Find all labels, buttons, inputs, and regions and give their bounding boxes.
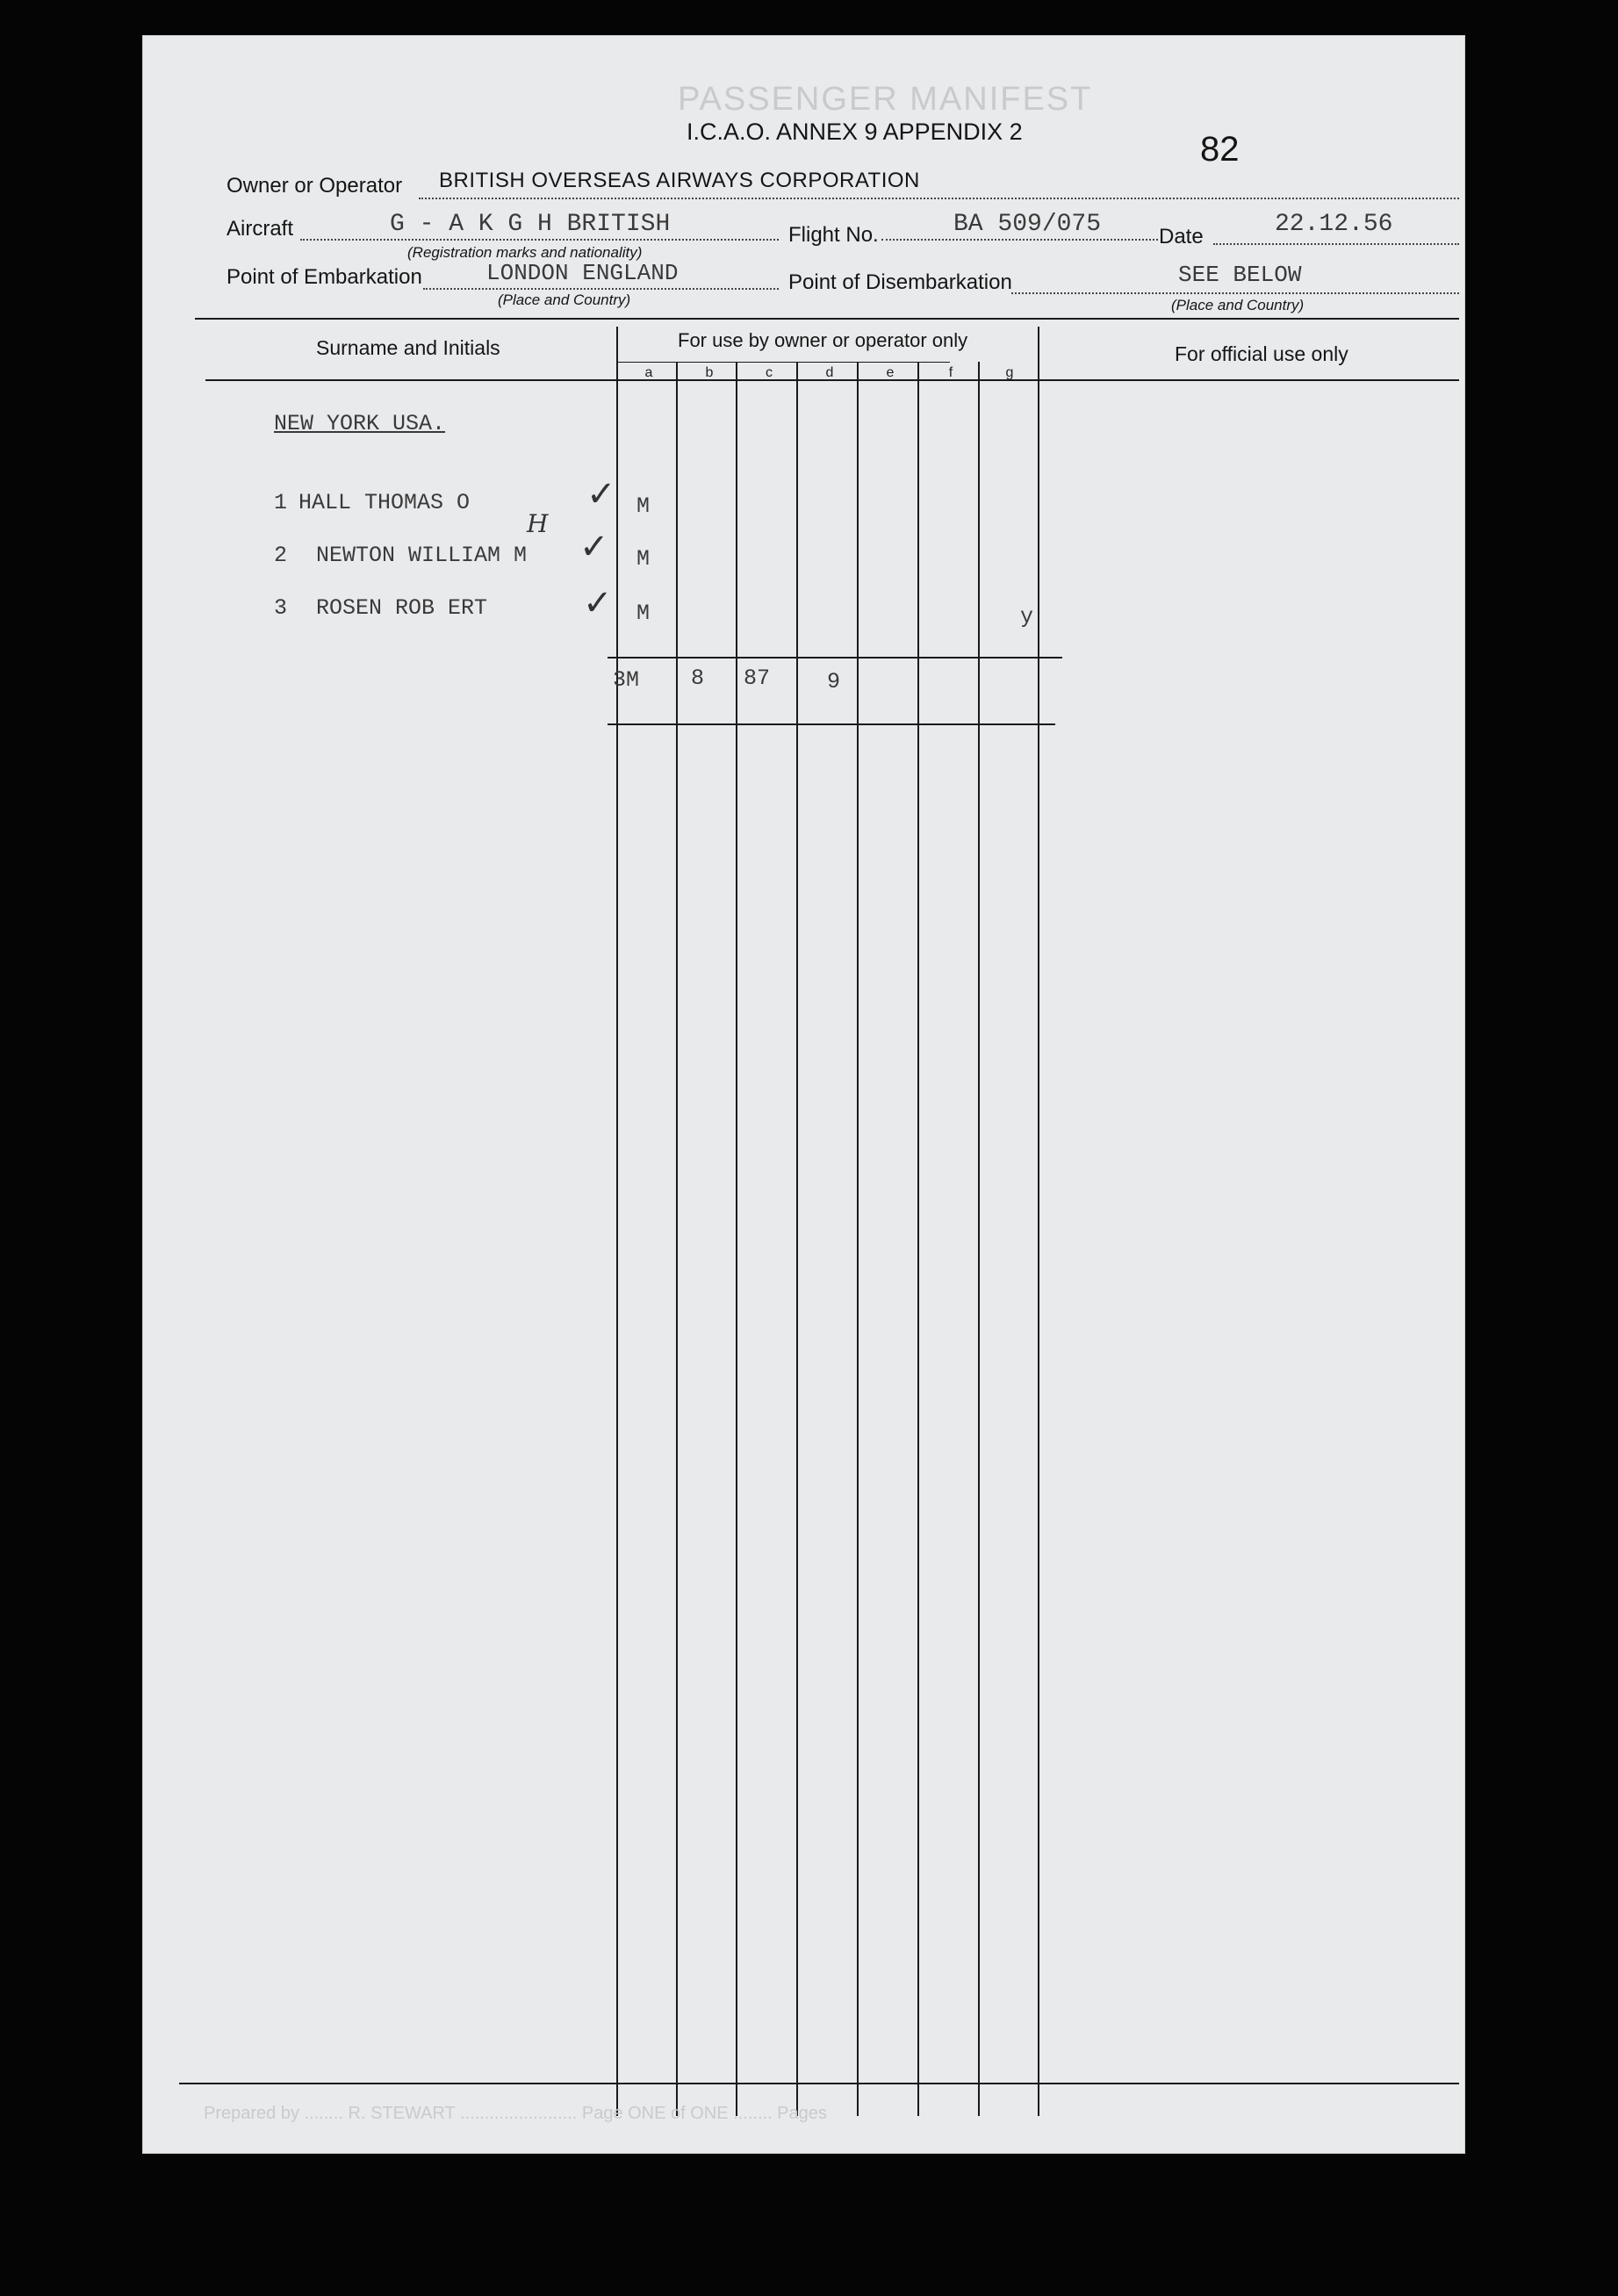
aircraft-hint: (Registration marks and nationality) bbox=[407, 244, 643, 261]
passenger-2-name: NEWTON WILLIAM M bbox=[316, 543, 528, 568]
date-dotted-line bbox=[1213, 243, 1459, 245]
col-divider-b bbox=[736, 362, 737, 2116]
disembarkation-value: SEE BELOW bbox=[1178, 262, 1302, 288]
manifest-title-faint: PASSENGER MANIFEST bbox=[678, 81, 1093, 118]
handwritten-correction: H bbox=[527, 509, 549, 538]
total-col-a: 3M bbox=[613, 667, 640, 693]
passenger-1-checkmark: ✓ bbox=[586, 474, 616, 515]
table-bottom-rule bbox=[179, 2083, 1459, 2084]
col-divider-c bbox=[796, 362, 798, 2116]
total-col-d: 9 bbox=[827, 669, 841, 695]
table-top-rule bbox=[195, 318, 1459, 320]
passenger-3-num: 3 bbox=[274, 595, 288, 621]
col-divider-surname bbox=[616, 327, 618, 2116]
passenger-3-col-g: y bbox=[1020, 604, 1034, 630]
owner-value: BRITISH OVERSEAS AIRWAYS CORPORATION bbox=[439, 169, 920, 192]
passenger-2-col-a: M bbox=[636, 546, 651, 572]
passenger-2-num: 2 bbox=[274, 543, 288, 568]
embarkation-hint: (Place and Country) bbox=[498, 291, 631, 308]
aircraft-label: Aircraft bbox=[227, 217, 294, 241]
disembarkation-label: Point of Disembarkation bbox=[788, 270, 1012, 294]
date-label: Date bbox=[1159, 225, 1204, 248]
passenger-1-num: 1 bbox=[274, 490, 288, 515]
passenger-2-checkmark: ✓ bbox=[579, 527, 609, 567]
owner-dotted-line bbox=[419, 198, 1459, 199]
totals-top-rule bbox=[608, 657, 1062, 659]
footer-prepared-by: Prepared by ........ R. STEWART ........................ Page ONE of ONE ........ Pages bbox=[204, 2104, 827, 2123]
disembarkation-dotted-line bbox=[1011, 292, 1459, 294]
aircraft-value: G - A K G H BRITISH bbox=[390, 211, 671, 238]
manifest-sheet bbox=[142, 35, 1465, 2154]
aircraft-dotted-line bbox=[300, 239, 779, 241]
col-c-label: c bbox=[766, 365, 773, 380]
flight-value: BA 509/075 bbox=[953, 211, 1102, 238]
totals-bottom-rule bbox=[608, 723, 1055, 725]
embarkation-dotted-line bbox=[423, 288, 779, 290]
col-b-label: b bbox=[705, 365, 714, 380]
date-value: 22.12.56 bbox=[1275, 211, 1393, 238]
official-column-header: For official use only bbox=[1175, 342, 1348, 365]
surname-column-header: Surname and Initials bbox=[316, 336, 500, 359]
embarkation-label: Point of Embarkation bbox=[227, 265, 422, 289]
annex-subtitle: I.C.A.O. ANNEX 9 APPENDIX 2 bbox=[687, 119, 1023, 145]
col-divider-f bbox=[978, 362, 980, 2116]
page-number: 82 bbox=[1200, 130, 1240, 169]
flight-label: Flight No. bbox=[788, 223, 879, 247]
col-divider-d bbox=[857, 362, 859, 2116]
passenger-3-name: ROSEN ROB ERT bbox=[316, 595, 488, 621]
col-d-label: d bbox=[825, 365, 834, 380]
passenger-3-col-a: M bbox=[636, 601, 651, 626]
col-divider-a bbox=[676, 362, 678, 2116]
col-a-label: a bbox=[644, 365, 653, 380]
col-f-label: f bbox=[948, 365, 953, 380]
embarkation-value: LONDON ENGLAND bbox=[486, 260, 679, 286]
col-divider-e bbox=[917, 362, 919, 2116]
passenger-1-name: HALL THOMAS O bbox=[298, 490, 471, 515]
col-g-label: g bbox=[1005, 365, 1014, 380]
total-col-c: 87 bbox=[744, 666, 771, 691]
destination-heading: NEW YORK USA. bbox=[274, 411, 446, 436]
total-col-b: 8 bbox=[691, 666, 705, 691]
passenger-3-checkmark: ✓ bbox=[583, 583, 613, 623]
operator-subheader-rule bbox=[616, 362, 950, 363]
flight-dotted-line bbox=[881, 239, 1158, 241]
operator-column-header: For use by owner or operator only bbox=[678, 329, 968, 351]
disembarkation-hint: (Place and Country) bbox=[1171, 297, 1305, 313]
col-e-label: e bbox=[886, 365, 895, 380]
owner-label: Owner or Operator bbox=[227, 174, 403, 198]
passenger-1-col-a: M bbox=[636, 493, 651, 519]
col-divider-official bbox=[1038, 327, 1039, 2116]
